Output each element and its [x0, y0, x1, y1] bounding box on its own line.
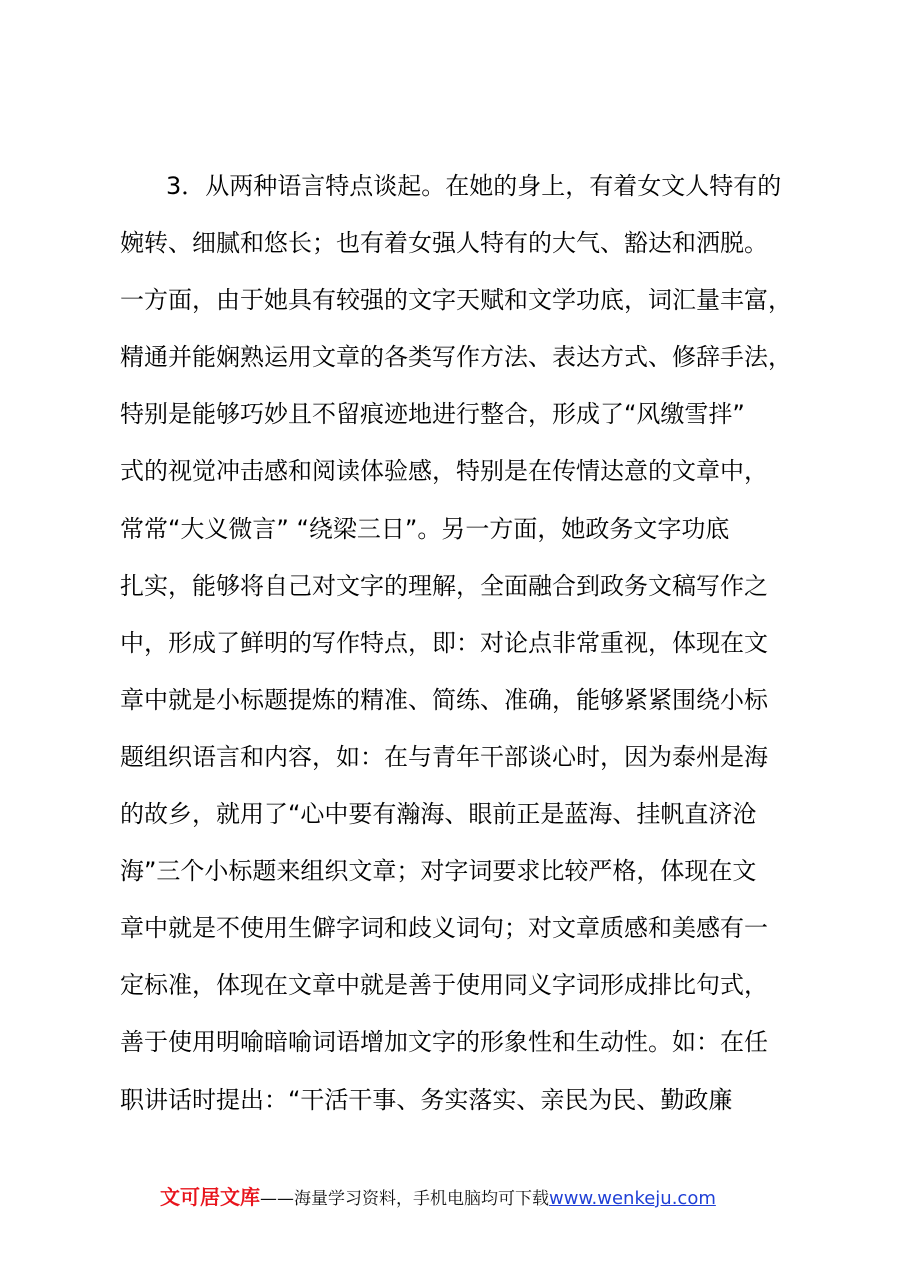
- footer-tagline: ——海量学习资料，手机电脑均可下载: [260, 1189, 549, 1209]
- footer-link[interactable]: www.wenkeju.com: [549, 1188, 716, 1209]
- text-line: 职讲话时提出：“干活干事、务实落实、亲民为民、勤政廉: [120, 1085, 733, 1114]
- text-line: 常常“大义微言” “绕梁三日”。另一方面，她政务文字功底: [120, 514, 730, 543]
- footer: [160, 1182, 716, 1212]
- text-line: 扎实，能够将自己对文字的理解，全面融合到政务文稿写作之: [120, 571, 768, 600]
- text-line: 婉转、细腻和悠长；也有着女强人特有的大气、豁达和洒脱。: [120, 229, 768, 258]
- text-line: 精通并能娴熟运用文章的各类写作方法、表达方式、修辞手法，: [120, 343, 792, 372]
- text-line: 章中就是不使用生僻字词和歧义词句；对文章质感和美感有一: [120, 914, 768, 943]
- text-line: 中，形成了鲜明的写作特点，即：对论点非常重视，体现在文: [120, 628, 768, 657]
- paragraph: [120, 164, 810, 1135]
- text-line: 定标准，体现在文章中就是善于使用同义字词形成排比句式，: [120, 971, 768, 1000]
- text-line: 3．从两种语言特点谈起。在她的身上，有着女文人特有的: [166, 172, 782, 200]
- text-line: 一方面，由于她具有较强的文字天赋和文学功底，词汇量丰富，: [120, 286, 792, 315]
- text-line: 善于使用明喻暗喻词语增加文字的形象性和生动性。如：在任: [120, 1028, 768, 1057]
- text-line: 海”三个小标题来组织文章；对字词要求比较严格，体现在文: [120, 857, 757, 886]
- text-line: 式的视觉冲击感和阅读体验感，特别是在传情达意的文章中，: [120, 457, 768, 486]
- text-line: 的故乡，就用了“心中要有瀚海、眼前正是蓝海、挂帆直济沧: [120, 800, 757, 829]
- footer-brand: 文可居文库: [160, 1185, 260, 1209]
- text-line: 特别是能够巧妙且不留痕迹地进行整合，形成了“风缴雪拌”: [120, 400, 745, 429]
- text-line: 章中就是小标题提炼的精准、简练、准确，能够紧紧围绕小标: [120, 685, 768, 714]
- text-line: 题组织语言和内容，如：在与青年干部谈心时，因为泰州是海: [120, 742, 768, 771]
